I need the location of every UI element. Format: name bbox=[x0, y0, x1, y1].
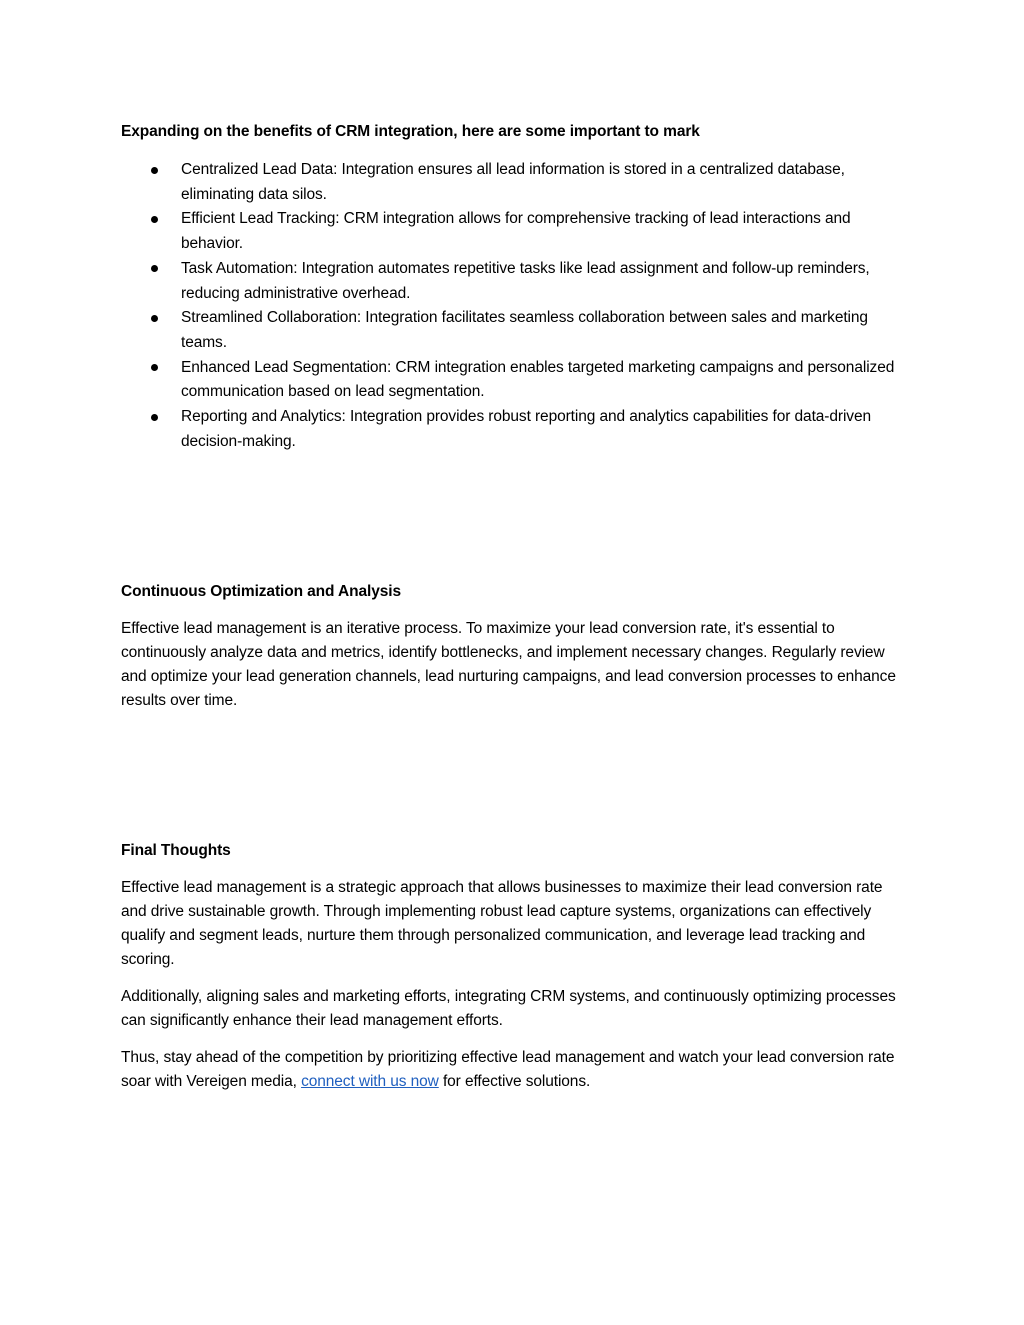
bullet-icon bbox=[151, 364, 158, 371]
list-item-text: Task Automation: Integration automates repetitive tasks like lead assignment and follow-up reminders, reducing administrative overhead. bbox=[181, 259, 870, 302]
list-item-text: Enhanced Lead Segmentation: CRM integration enables targeted marketing campaigns and personalized communication based on lead segmentation. bbox=[181, 358, 895, 401]
list-item bbox=[121, 356, 906, 405]
optimization-paragraph: Effective lead management is an iterative process. To maximize your lead conversion rate, it's essential to continuously analyze data and metrics, identify bottlenecks, and implement necessary changes. Regularly review and optimize your lead generation channels, lead nurturing campaigns, and lead conversion processes to enhance results over time. bbox=[121, 620, 896, 709]
list-item-text: Centralized Lead Data: Integration ensures all lead information is stored in a centralized database, eliminating data silos. bbox=[181, 161, 845, 203]
list-item-text: Efficient Lead Tracking: CRM integration allows for comprehensive tracking of lead interactions and behavior. bbox=[181, 210, 851, 253]
list-item bbox=[121, 306, 906, 355]
connect-link[interactable]: connect with us now bbox=[301, 1073, 439, 1090]
optimization-heading: Continuous Optimization and Analysis bbox=[121, 583, 402, 600]
final-thoughts-heading: Final Thoughts bbox=[121, 842, 231, 859]
final-thoughts-section bbox=[121, 839, 906, 1094]
final-paragraph-2: Additionally, aligning sales and marketing efforts, integrating CRM systems, and continuously optimizing processes can significantly enhance their lead management efforts. bbox=[121, 988, 896, 1029]
benefits-heading: Expanding on the benefits of CRM integration, here are some important to mark bbox=[121, 123, 700, 140]
bullet-icon bbox=[151, 265, 158, 272]
final-paragraph-1: Effective lead management is a strategic approach that allows businesses to maximize their lead conversion rate and drive sustainable growth. Through implementing robust lead capture systems, organizations can effectively qualify and segment leads, nurture them through personalized communication, and leverage lead tracking and scoring. bbox=[121, 879, 883, 968]
list-item bbox=[121, 257, 906, 306]
bullet-icon bbox=[151, 414, 158, 421]
final-paragraph-3-text: Thus, stay ahead of the competition by prioritizing effective lead management and watch your lead conversion rate soar with Vereigen media, bbox=[121, 1049, 895, 1090]
benefits-list bbox=[121, 158, 906, 454]
final-paragraph-3 bbox=[121, 1046, 906, 1094]
list-item bbox=[121, 207, 906, 256]
list-item bbox=[121, 158, 906, 207]
list-item-text: Streamlined Collaboration: Integration facilitates seamless collaboration between sales and marketing teams. bbox=[181, 309, 868, 351]
benefits-section bbox=[121, 120, 906, 454]
bullet-icon bbox=[151, 216, 158, 223]
list-item-text: Reporting and Analytics: Integration provides robust reporting and analytics capabilities for data-driven decision-making. bbox=[181, 408, 871, 450]
bullet-icon bbox=[151, 315, 158, 322]
bullet-icon bbox=[151, 167, 158, 174]
optimization-section bbox=[121, 580, 906, 713]
final-paragraph-3-end: for effective solutions. bbox=[438, 1073, 591, 1090]
list-item bbox=[121, 405, 906, 454]
